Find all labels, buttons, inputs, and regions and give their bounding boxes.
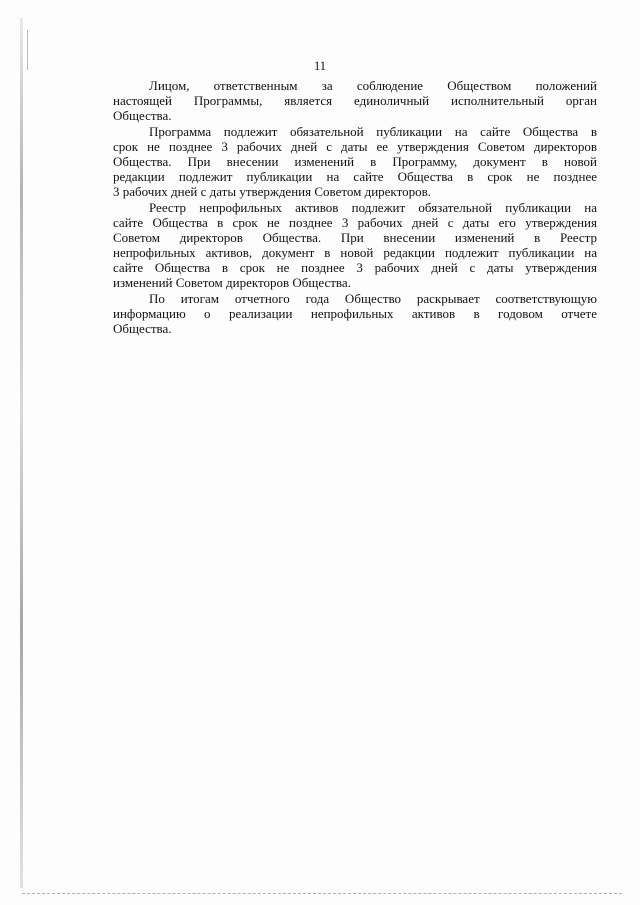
text-line: Общества.	[113, 321, 172, 336]
text-line: срок не позднее 3 рабочих дней с даты ее утверждения Советом директоров	[113, 138, 597, 154]
text-line: 3 рабочих дней с даты утверждения Советом директоров.	[113, 184, 431, 200]
text-line: Советом директоров Общества. При внесении изменений в Реестр	[113, 229, 597, 245]
scan-bottom-edge	[22, 893, 622, 894]
text-line: Общества. При внесении изменений в Программу, документ в новой	[113, 153, 597, 169]
text-line: сайте Общества в срок не позднее 3 рабочих дней с даты его утверждения	[113, 214, 597, 230]
text-line: Лицом, ответственным за соблюдение Обществом положений	[149, 78, 597, 93]
text-line: редакции подлежит публикации на сайте Общества в срок не позднее	[113, 169, 597, 185]
paragraph-annual-report	[113, 291, 597, 337]
text-line: По итогам отчетного года Общество раскрывает соответствующую	[149, 290, 597, 306]
paragraph-responsible-person	[113, 78, 597, 124]
text-line: Общества.	[113, 108, 172, 124]
paragraph-program-publication	[113, 124, 597, 200]
text-line: информацию о реализации непрофильных активов в годовом отчете	[113, 305, 597, 321]
text-line: Реестр непрофильных активов подлежит обязательной публикации на	[149, 199, 597, 215]
text-line: Программа подлежит обязательной публикации на сайте Общества в	[149, 123, 597, 139]
text-line: изменений Советом директоров Общества.	[113, 275, 351, 291]
document-body	[113, 78, 597, 336]
text-line: сайте Общества в срок не позднее 3 рабочих дней с даты утверждения	[113, 260, 597, 276]
text-line: настоящей Программы, является единоличный исполнительный орган	[113, 93, 597, 109]
page-number: 11	[313, 59, 327, 73]
scan-binding-edge	[20, 18, 23, 888]
text-line: непрофильных активов, документ в новой редакции подлежит публикации на	[113, 245, 597, 261]
paragraph-registry-publication	[113, 200, 597, 291]
